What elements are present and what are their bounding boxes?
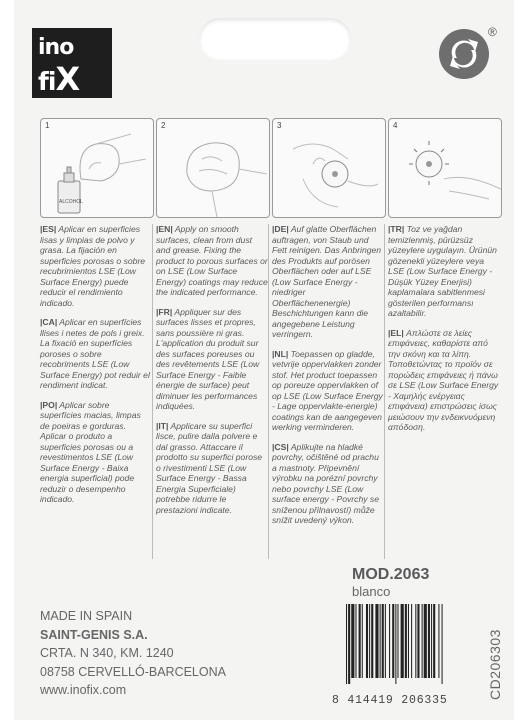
barcode-bar: [424, 604, 427, 678]
instruction-de: |DE| Auf glatte Oberflächen auftragen, von Staub und Fett reinigen. Das Anbringen des Produkts auf porösen Oberflächen oder auf LSE (Low Surface Energy - niedriger Oberflächenenergie) Beschichtungen kann die angegebene Leistung verringern.: [272, 224, 382, 339]
barcode-bar: [362, 604, 363, 678]
instruction-cs: |CS| Aplikujte na hladké povrchy, očištěné od prachu a mastnoty. Připevnění výrobku na porézní povrchy nebo povrchy LSE (Low surface energy - Povrchy se sníženou přilnavostí) může snížit uvedený výkon.: [272, 441, 379, 525]
clean-surface-illustration: [41, 119, 153, 217]
dry-surface-illustration: [157, 119, 269, 217]
instructions-column-4: [388, 224, 500, 442]
instructions-column-1: [40, 224, 152, 514]
instruction-en: |EN| Apply on smooth surfaces, clean from dust and grease. Fixing the product to porous surfaces or on LSE (Low Surface Energy) coatings may reduce the indicated performance.: [156, 224, 268, 297]
green-dot-recycle-icon: [438, 28, 490, 80]
logo-line1: ino: [38, 35, 74, 60]
attach-hook-illustration: [273, 119, 385, 217]
barcode-bar: [395, 604, 396, 684]
product-color: blanco: [352, 584, 391, 599]
press-hook-illustration: [389, 119, 501, 217]
column-divider: [268, 224, 269, 559]
barcode-bar: [433, 604, 435, 678]
step-2-panel: 2: [156, 118, 270, 218]
instruction-el: |EL| Απλώστε σε λείες επιφάνειες, καθαρίστε από την σκόνη και τα λίπη. Τοποθετώντας το προϊόν σε πορώδεις επιφάνειες ή πάνω σε LSE (Low Surface Energy - Χαμηλής ενέργειας επιφάνεια) επιστρώσεις ίσως μειώσουν την ενδεικνυόμενη απόδοση.: [388, 327, 499, 432]
manufacturer-address: [40, 607, 226, 700]
barcode-bar: [389, 604, 390, 678]
website: www.inofix.com: [40, 683, 127, 697]
step-3-panel: 3: [272, 118, 386, 218]
bottle-label: ALCOHOL: [59, 199, 83, 205]
barcode-bar: [422, 604, 423, 678]
barcode-bar: [442, 604, 443, 684]
barcode-bar: [408, 604, 409, 678]
barcode-bar: [351, 604, 354, 678]
inofix-logo: [32, 28, 112, 98]
barcode-bar: [417, 604, 419, 678]
barcode-bar: [392, 604, 394, 678]
step-4-panel: 4: [388, 118, 502, 218]
instruction-po: |PO| Aplicar sobre superfícies macias, limpas de poeiras e gorduras. Aplicar o produto a superficies porosas ou a revestimentos LSE (Low Surface Energy - Baixa energia superficial) pode reduzir o desempenho indicado.: [40, 399, 141, 504]
instruction-es: |ES| Aplicar en superficies lisas y limpias de polvo y grasa. La fijación en superficies porosas o sobre recubrimientos LSE (Low Surface Energy) puede reducir el rendimiento indicado.: [40, 224, 146, 308]
company-name: SAINT-GENIS S.A.: [40, 627, 148, 642]
model-number: MOD.2063: [352, 566, 430, 583]
barcode-bar: [366, 604, 368, 678]
ean-barcode: [344, 604, 474, 684]
column-divider: [384, 224, 385, 559]
barcode-bar: [369, 604, 370, 678]
hang-hole: [199, 18, 351, 60]
vertical-product-code: CD206303: [487, 629, 503, 700]
barcode-bar: [438, 604, 439, 678]
barcode-bar: [385, 604, 386, 678]
barcode-bar: [348, 604, 350, 684]
barcode-bar: [346, 604, 347, 684]
instruction-it: |IT| Applicare su superfici lisce, pulire dalla polvere e dal grasso. Attaccare il prodotto su superfici porose o rivestimenti LSE (Low Surface Energy - Bassa Energia Superficiale) potrebbe ridurre le prestazioni indicate.: [156, 420, 263, 515]
logo-line2: fiX: [38, 60, 80, 98]
barcode-number: 8 414419 206335: [332, 694, 448, 707]
barcode-bar: [428, 604, 430, 678]
instruction-nl: |NL| Toepassen op gladde, vetvrije oppervlakken zonder stof. Het product toepassen op poreuze oppervlakken of op LSE (Low Surface Energy - Lage oppervlakte-energie) coatings kan de aangegeven werking verminderen.: [272, 348, 383, 432]
origin-text: MADE IN SPAIN: [40, 609, 133, 623]
barcode-bar: [382, 604, 384, 678]
instructions-column-3: [272, 224, 384, 535]
barcode-bar: [397, 604, 398, 678]
city-address: 08758 CERVELLÓ-BARCELONA: [40, 664, 226, 679]
barcode-bar: [411, 604, 412, 678]
barcode-bar: [359, 604, 361, 678]
barcode-bar: [415, 604, 416, 678]
street-address: CRTA. N 340, KM. 1240: [40, 646, 174, 660]
registered-mark: ®: [488, 25, 497, 39]
barcode-bar: [380, 604, 381, 678]
instructions-column-2: [156, 224, 268, 524]
barcode-bar: [405, 604, 407, 678]
barcode-bar: [371, 604, 373, 678]
step-1-panel: 1 ALCOHOL: [40, 118, 154, 218]
instruction-fr: |FR| Appliquer sur des surfaces lisses et propres, sans poussière ni gras. L'application du produit sur des surfaces poreuses ou des revêtements LSE (Low Surface Energy - Faible énergie de surface) peut diminuer les performances indiquées.: [156, 306, 260, 411]
barcode-bar: [401, 604, 404, 678]
barcode-bar: [355, 604, 356, 678]
barcode-bar: [431, 604, 432, 678]
instruction-ca: |CA| Aplicar en superfícies llises i netes de pols i greix. La fixació en superfícies poroses o sobre recobriments LSE (Low Surface Energy) pot reduir el rendiment indicat.: [40, 317, 150, 390]
barcode-bar: [375, 604, 378, 678]
column-divider: [152, 224, 153, 559]
instruction-tr: |TR| Toz ve yağdan temizlenmiş, pürüzsüz yüzeylere uygulayın. Ürünün gözenekli yüzeylere veya LSE (Low Surface Energy - Düşük Yüzey Enerjisi) kaplamalara sabitlenmesi gösterilen performansı azaltabilir.: [388, 224, 497, 318]
